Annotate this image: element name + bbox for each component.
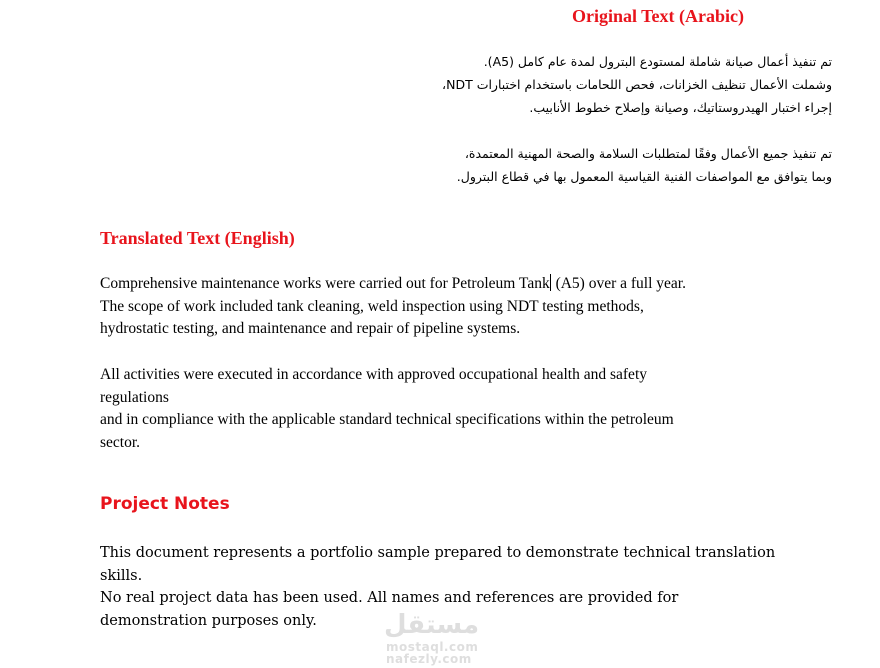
english-line [100,273,760,296]
english-paragraph-1[interactable] [100,273,760,341]
arabic-line: وشملت الأعمال تنظيف الخزانات، فحص اللحامات باستخدام اختبارات NDT، [442,77,832,92]
arabic-line: وبما يتوافق مع المواصفات الفنية القياسية المعمول بها في قطاع البترول. [456,169,832,184]
arabic-line: تم تنفيذ أعمال صيانة شاملة لمستودع البترول لمدة عام كامل (A5). [483,54,832,69]
translated-text-heading: Translated Text (English) [100,228,295,248]
text-cursor [550,274,551,291]
project-notes-heading: Project Notes [100,494,230,514]
watermark-domain-2: nafezly.com [386,652,472,666]
english-line-segment: (A5) over a full year. [551,275,686,292]
english-line: sector. [100,433,141,451]
notes-line: This document represents a portfolio sample prepared to demonstrate technical translation [100,545,776,561]
notes-line: No real project data has been used. All names and references are provided for [100,590,679,606]
notes-line: skills. [100,567,143,584]
site-watermark [378,612,498,668]
watermark-logo: مستقل [384,610,480,640]
english-line: The scope of work included tank cleaning, weld inspection using NDT testing methods, [100,297,644,315]
original-text-heading: Original Text (Arabic) [572,6,744,26]
english-line: All activities were executed in accordance with approved occupational health and safety [100,366,647,383]
english-line: regulations [100,388,169,406]
english-line: and in compliance with the applicable standard technical specifications within the petroleum [100,411,674,428]
english-paragraph-2[interactable] [100,364,760,454]
english-line-segment: Comprehensive maintenance works were carried out for Petroleum Tank [100,275,550,292]
arabic-line: تم تنفيذ جميع الأعمال وفقًا لمتطلبات السلامة والصحة المهنية المعتمدة، [464,146,832,161]
arabic-line: إجراء اختبار الهيدروستاتيك، وصيانة وإصلاح خطوط الأنابيب. [529,100,832,115]
arabic-paragraph-1 [332,50,832,119]
english-line: hydrostatic testing, and maintenance and repair of pipeline systems. [100,320,521,337]
arabic-paragraph-2 [332,142,832,188]
watermark-domain-1: mostaql.com [386,640,479,654]
notes-line: demonstration purposes only. [100,612,317,629]
